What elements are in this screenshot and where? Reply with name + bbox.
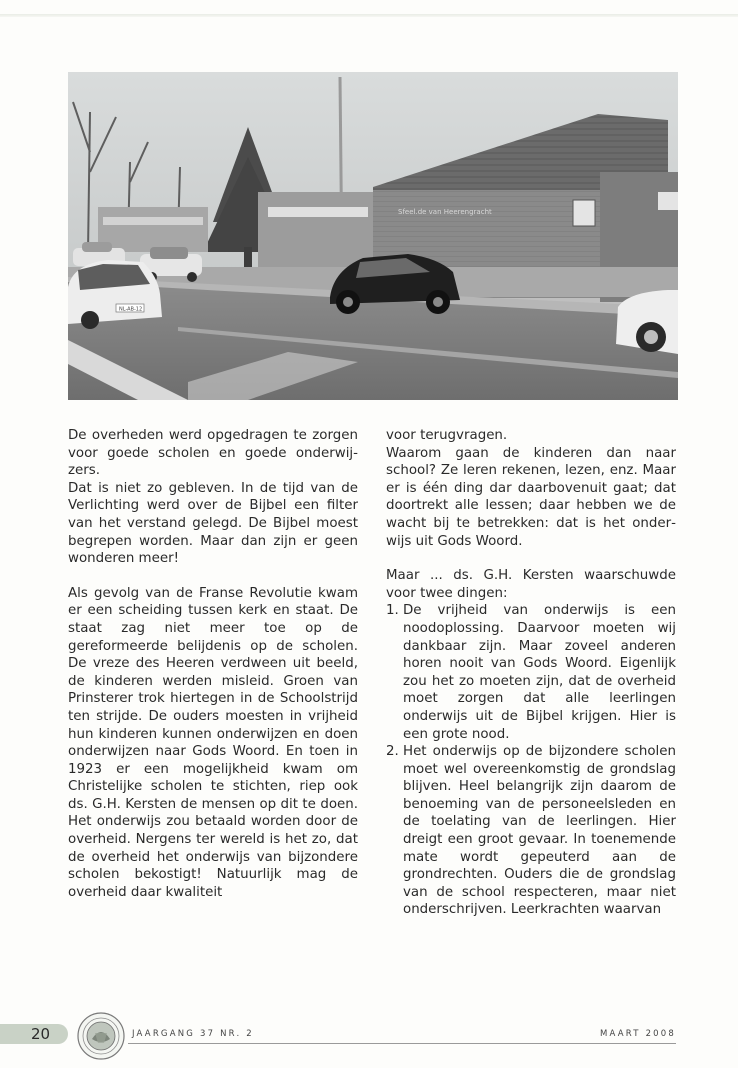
paragraph: Waarom gaan de kinderen dan naar school? Ze leren rekenen, lezen, enz. Maar er is één ding dar daarbovenuit gaat; dat doortrekt alle lessen; daar hebben we de wacht bij te betrekken: dat is het onderwijs uit Gods Woord. [386, 445, 676, 549]
emblem-logo [76, 1011, 126, 1061]
paragraph: Als gevolg van de Franse Revolutie kwam er een scheiding tussen kerk en staat. De staat zag niet meer toe op de gereformeerde belijdenis op de scholen. De vreze des Heeren verdween uit beeld, de kinderen werden misleid. Groen van Prinsterer trok hiertegen in de Schoolstrijd ten strijde. De ouders moesten in vrijheid hun kinderen kunnen onderwijzen en doen onderwijzen naar Gods Woord. En toen in 1923 er een mogelijkheid kwam om Christelijke scholen te stichten, riep ook ds. G.H. Kersten de mensen op dit te doen. Het onderwijs zou betaald worden door de overheid. Nergens ter wereld is het zo, dat de overheid het onderwijs van bijzondere scholen bekostigt! Natuurlijk mag de overheid daar kwaliteit [68, 585, 358, 900]
footer-rule [128, 1043, 676, 1044]
list-text: De vrijheid van onderwijs is een noodoplossing. Daarvoor moeten wij dankbaar zijn. Maar zoveel anderen horen nooit van Gods Woord. Eigenlijk zou het zo moeten zijn, dat de overheid moet zorgen dat alle leerlingen onderwijs uit de Bijbel krijgen. Hier is een grote nood. [403, 603, 676, 742]
list-item [386, 602, 676, 743]
paragraph: De overheden werd opgedragen te zorgen voor goede scholen en goede onderwijzers. [68, 428, 358, 479]
list-text: Het onderwijs op de bijzondere scholen moet wel overeenkomstig de grondslag blijven. Heel belangrijk zijn daarom de benoeming van de personeelsleden en de toelating van de leerlingen. Hier dreigt een groot gevaar. In toenemende mate wordt gepeuterd aan de grondrechten. Ouders die de grondslag van de school respecteren, maar niet onderschrijven. Leerkrachten waarvan [403, 744, 676, 918]
paragraph: Dat is niet zo gebleven. In de tijd van de Verlichting werd over de Bijbel een filter van het verstand gelegd. De Bijbel moest begrepen worden. Maar dan zijn er geen wonderen meer! [68, 480, 358, 567]
car-plate: NL-AB-12 [119, 306, 143, 313]
page-number: 20 [31, 1025, 51, 1043]
school-photo [68, 72, 678, 400]
right-column [386, 427, 676, 919]
paragraph: voor terugvragen. [386, 428, 508, 443]
list-number: 1. [386, 603, 399, 619]
list-item [386, 743, 676, 919]
numbered-list [386, 602, 676, 919]
journal-volume: JAARGANG 37 NR. 2 [132, 1029, 254, 1039]
left-column [68, 427, 358, 901]
paragraph: Maar ... ds. G.H. Kersten waarschuwde voor twee dingen: [386, 568, 676, 601]
school-sign-text: Sfeel.de van Heerengracht [398, 208, 492, 216]
top-rule [0, 14, 738, 17]
list-number: 2. [386, 744, 399, 760]
issue-date: MAART 2008 [599, 1029, 676, 1039]
